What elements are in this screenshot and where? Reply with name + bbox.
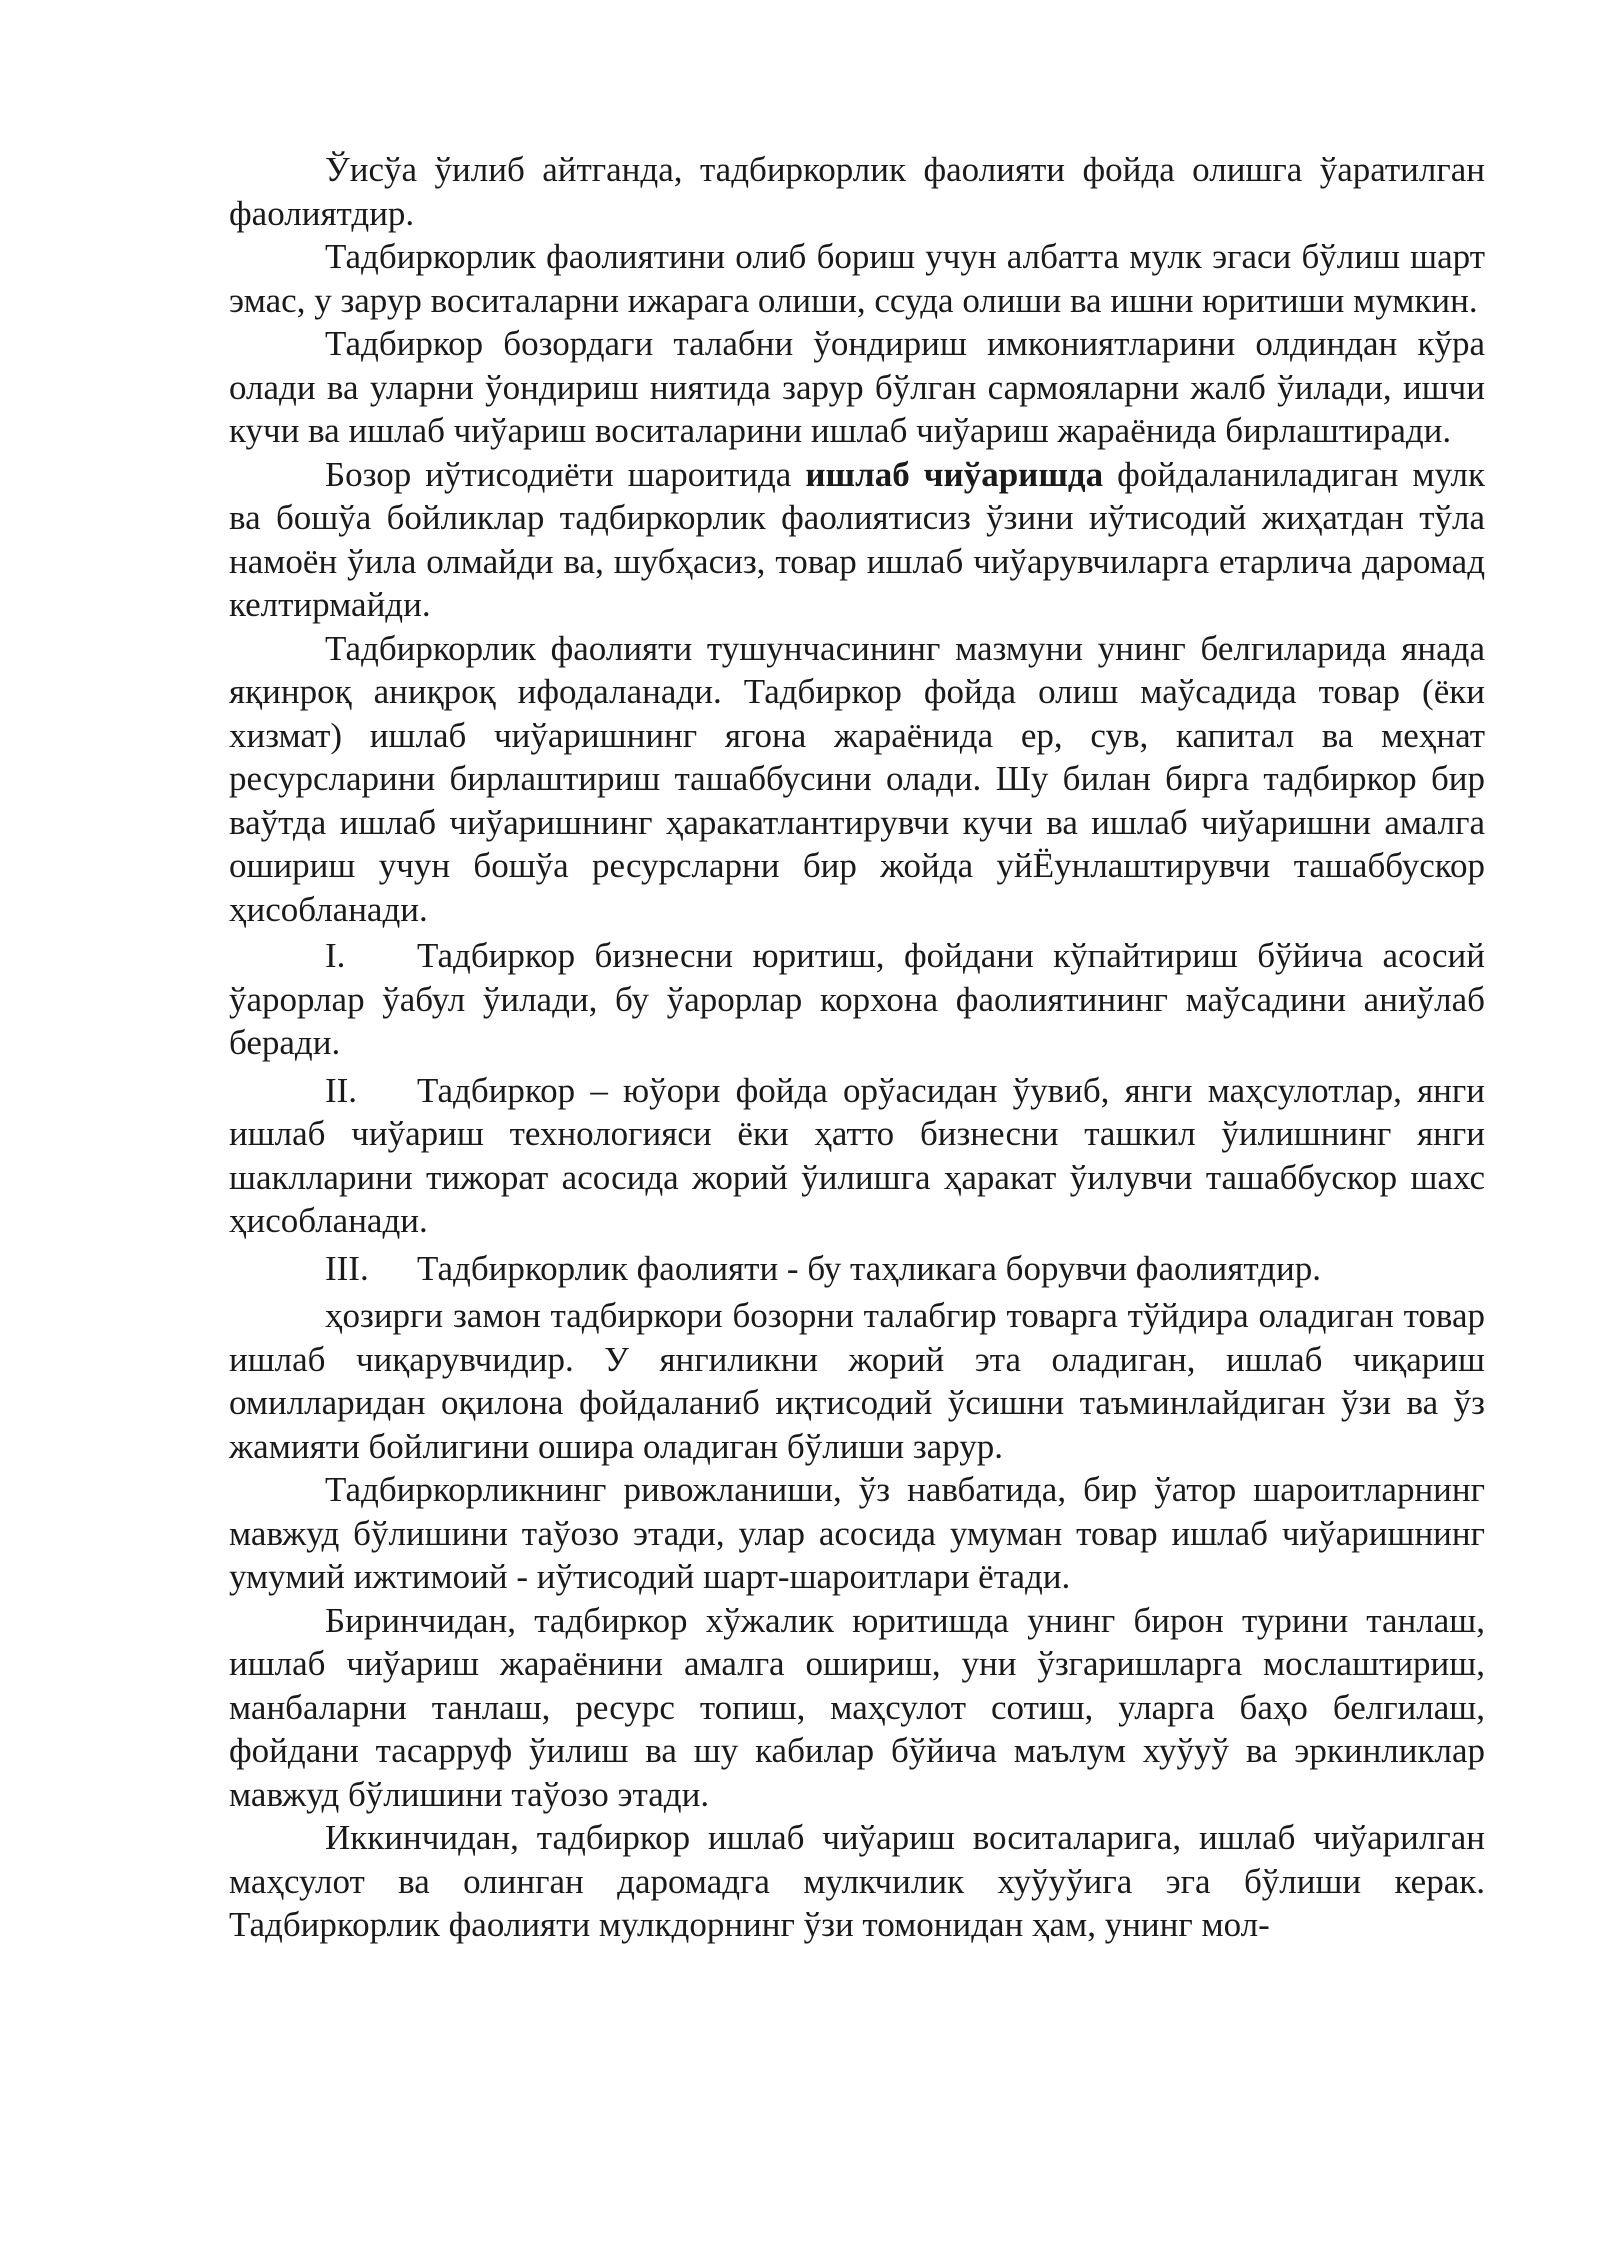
list-text-3: Тадбиркорлик фаолияти - бу таҳликага борувчи фаолиятдир. xyxy=(417,1248,1321,1288)
paragraph-1: Ўисўа ўилиб айтганда, тадбиркорлик фаолияти фойда олишга ўаратилган фаолиятдир. xyxy=(229,150,1485,233)
paragraph-9: Иккинчидан, тадбиркор ишлаб чиўариш воситаларига, ишлаб чиўарилган маҳсулот ва олинган даромадга мулкчилик хуўуўига эга бўлиши керак. Тадбиркорлик фаолияти мулкдорнинг ўзи томонидан ҳам, унинг мол- xyxy=(229,1818,1485,1944)
paragraph-8: Биринчидан, тадбиркор хўжалик юритишда унинг бирон турини танлаш, ишлаб чиўариш жараёнини амалга ошириш, уни ўзгаришларга мослаштириш, манбаларни танлаш, ресурс топиш, маҳсулот сотиш, уларга баҳо белгилаш, фойдани тасарруф ўилиш ва шу кабилар бўйича маълум хуўуў ва эркинликлар мавжуд бўлишини таўозо этади. xyxy=(229,1600,1485,1814)
paragraph-2: Тадбиркорлик фаолиятини олиб бориш учун албатта мулк эгаси бўлиш шарт эмас, у зарур воситаларни ижарага олиши, ссуда олиши ва ишни юритиши мумкин. xyxy=(229,237,1485,320)
document-page xyxy=(229,148,1485,1947)
list-marker-3: III. xyxy=(325,1248,369,1288)
list-item-1 xyxy=(229,934,1485,1065)
list-marker-2: II. xyxy=(325,1070,358,1110)
paragraph-4 xyxy=(229,453,1485,627)
list-item-2 xyxy=(229,1069,1485,1243)
list-text-1: Тадбиркор бизнесни юритиш, фойдани кўпайтириш бўйича асосий ўарорлар ўабул ўилади, бу ўарорлар корхона фаолиятининг маўсадини аниўлаб беради. xyxy=(229,936,1485,1062)
paragraph-4-bold-term: ишлаб чиўаришда xyxy=(805,454,1104,494)
paragraph-4-end: фойдаланиладиган мулк ва бошўа бойликлар тадбиркорлик фаолиятисиз ўзини иўтисодий жиҳатдан тўла намоён ўила олмайди ва, шубҳасиз, товар ишлаб чиўарувчиларга етарлича даромад келтирмайди. xyxy=(229,454,1486,624)
paragraph-6: ҳозирги замон тадбиркори бозорни талабгир товарга тўйдира оладиган товар ишлаб чиқарувчидир. У янгиликни жорий эта оладиган, ишлаб чиқариш омилларидан оқилона фойдаланиб иқтисодий ўсишни таъминлайдиган ўзи ва ўз жамияти бойлигини ошира оладиган бўлиши зарур. xyxy=(229,1296,1485,1466)
paragraph-7: Тадбиркорликнинг ривожланиши, ўз навбатида, бир ўатор шароитларнинг мавжуд бўлишини таўозо этади, улар асосида умуман товар ишлаб чиўаришнинг умумий ижтимоий - иўтисодий шарт-шароитлари ётади. xyxy=(229,1470,1485,1596)
paragraph-4-start: Бозор иўтисодиёти шароитида xyxy=(325,454,806,494)
list-item-3 xyxy=(229,1247,1485,1291)
paragraph-3: Тадбиркор бозордаги талабни ўондириш имкониятларини олдиндан кўра олади ва уларни ўондириш ниятида зарур бўлган сармояларни жалб ўилади, ишчи кучи ва ишлаб чиўариш воситаларини ишлаб чиўариш жараёнида бирлаштиради. xyxy=(229,324,1485,450)
paragraph-5: Тадбиркорлик фаолияти тушунчасининг мазмуни унинг белгиларида янада яқинроқ аниқроқ ифодаланади. Тадбиркор фойда олиш маўсадида товар (ёки хизмат) ишлаб чиўаришнинг ягона жараёнида ер, сув, капитал ва меҳнат ресурсларини бирлаштириш ташаббусини олади. Шу билан бирга тадбиркор бир ваўтда ишлаб чиўаришнинг ҳаракатлантирувчи кучи ва ишлаб чиўаришни амалга ошириш учун бошўа ресурсларни бир жойда уйЁунлаштирувчи ташаббускор ҳисобланади. xyxy=(229,628,1485,929)
list-text-2: Тадбиркор – юўори фойда орўасидан ўувиб, янги маҳсулотлар, янги ишлаб чиўариш технологияси ёки ҳатто бизнесни ташкил ўилишнинг янги шаклларини тижорат асосида жорий ўилишга ҳаракат ўилувчи ташаббускор шахс ҳисобланади. xyxy=(229,1070,1485,1240)
list-marker-1: I. xyxy=(325,936,346,975)
